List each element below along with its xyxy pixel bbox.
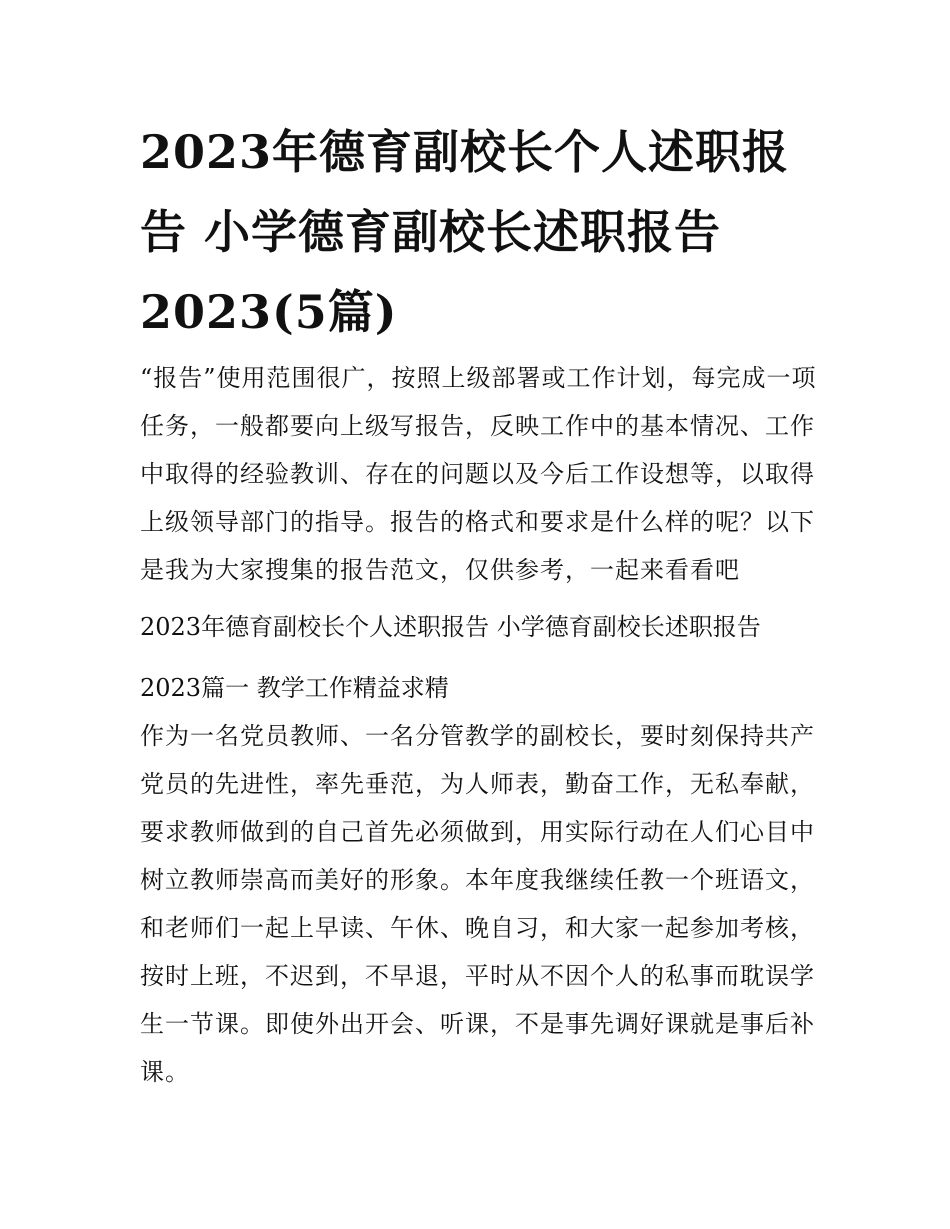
section-heading-line-2: 2023篇一 教学工作精益求精 xyxy=(140,674,449,702)
intro-paragraph: “报告”使用范围很广，按照上级部署或工作计划，每完成一项任务，一般都要向上级写报告，反映工作中的基本情况、工作中取得的经验教训、存在的问题以及今后工作设想等，以取得上级领导部门的指导。报告的格式和要求是什么样的呢？以下是我为大家搜集的报告范文，仅供参考，一起来看看吧 xyxy=(140,364,817,584)
document-title: 2023年德育副校长个人述职报告 小学德育副校长述职报告2023(5篇) xyxy=(140,125,790,339)
body-paragraph: 作为一名党员教师、一名分管教学的副校长，要时刻保持共产党员的先进性，率先垂范，为人师表，勤奋工作，无私奉献，要求教师做到的自己首先必须做到，用实际行动在人们心目中树立教师崇高而美好的形象。本年度我继续任教一个班语文，和老师们一起上早读、午休、晚自习，和大家一起参加考核，按时上班，不迟到，不早退，平时从不因个人的私事而耽误学生一节课。即使外出开会、听课，不是事先调好课就是事后补课。 xyxy=(140,722,815,1086)
section-heading xyxy=(140,612,820,703)
section-heading-line-1: 2023年德育副校长个人述职报告 小学德育副校长述职报告 xyxy=(140,613,761,641)
